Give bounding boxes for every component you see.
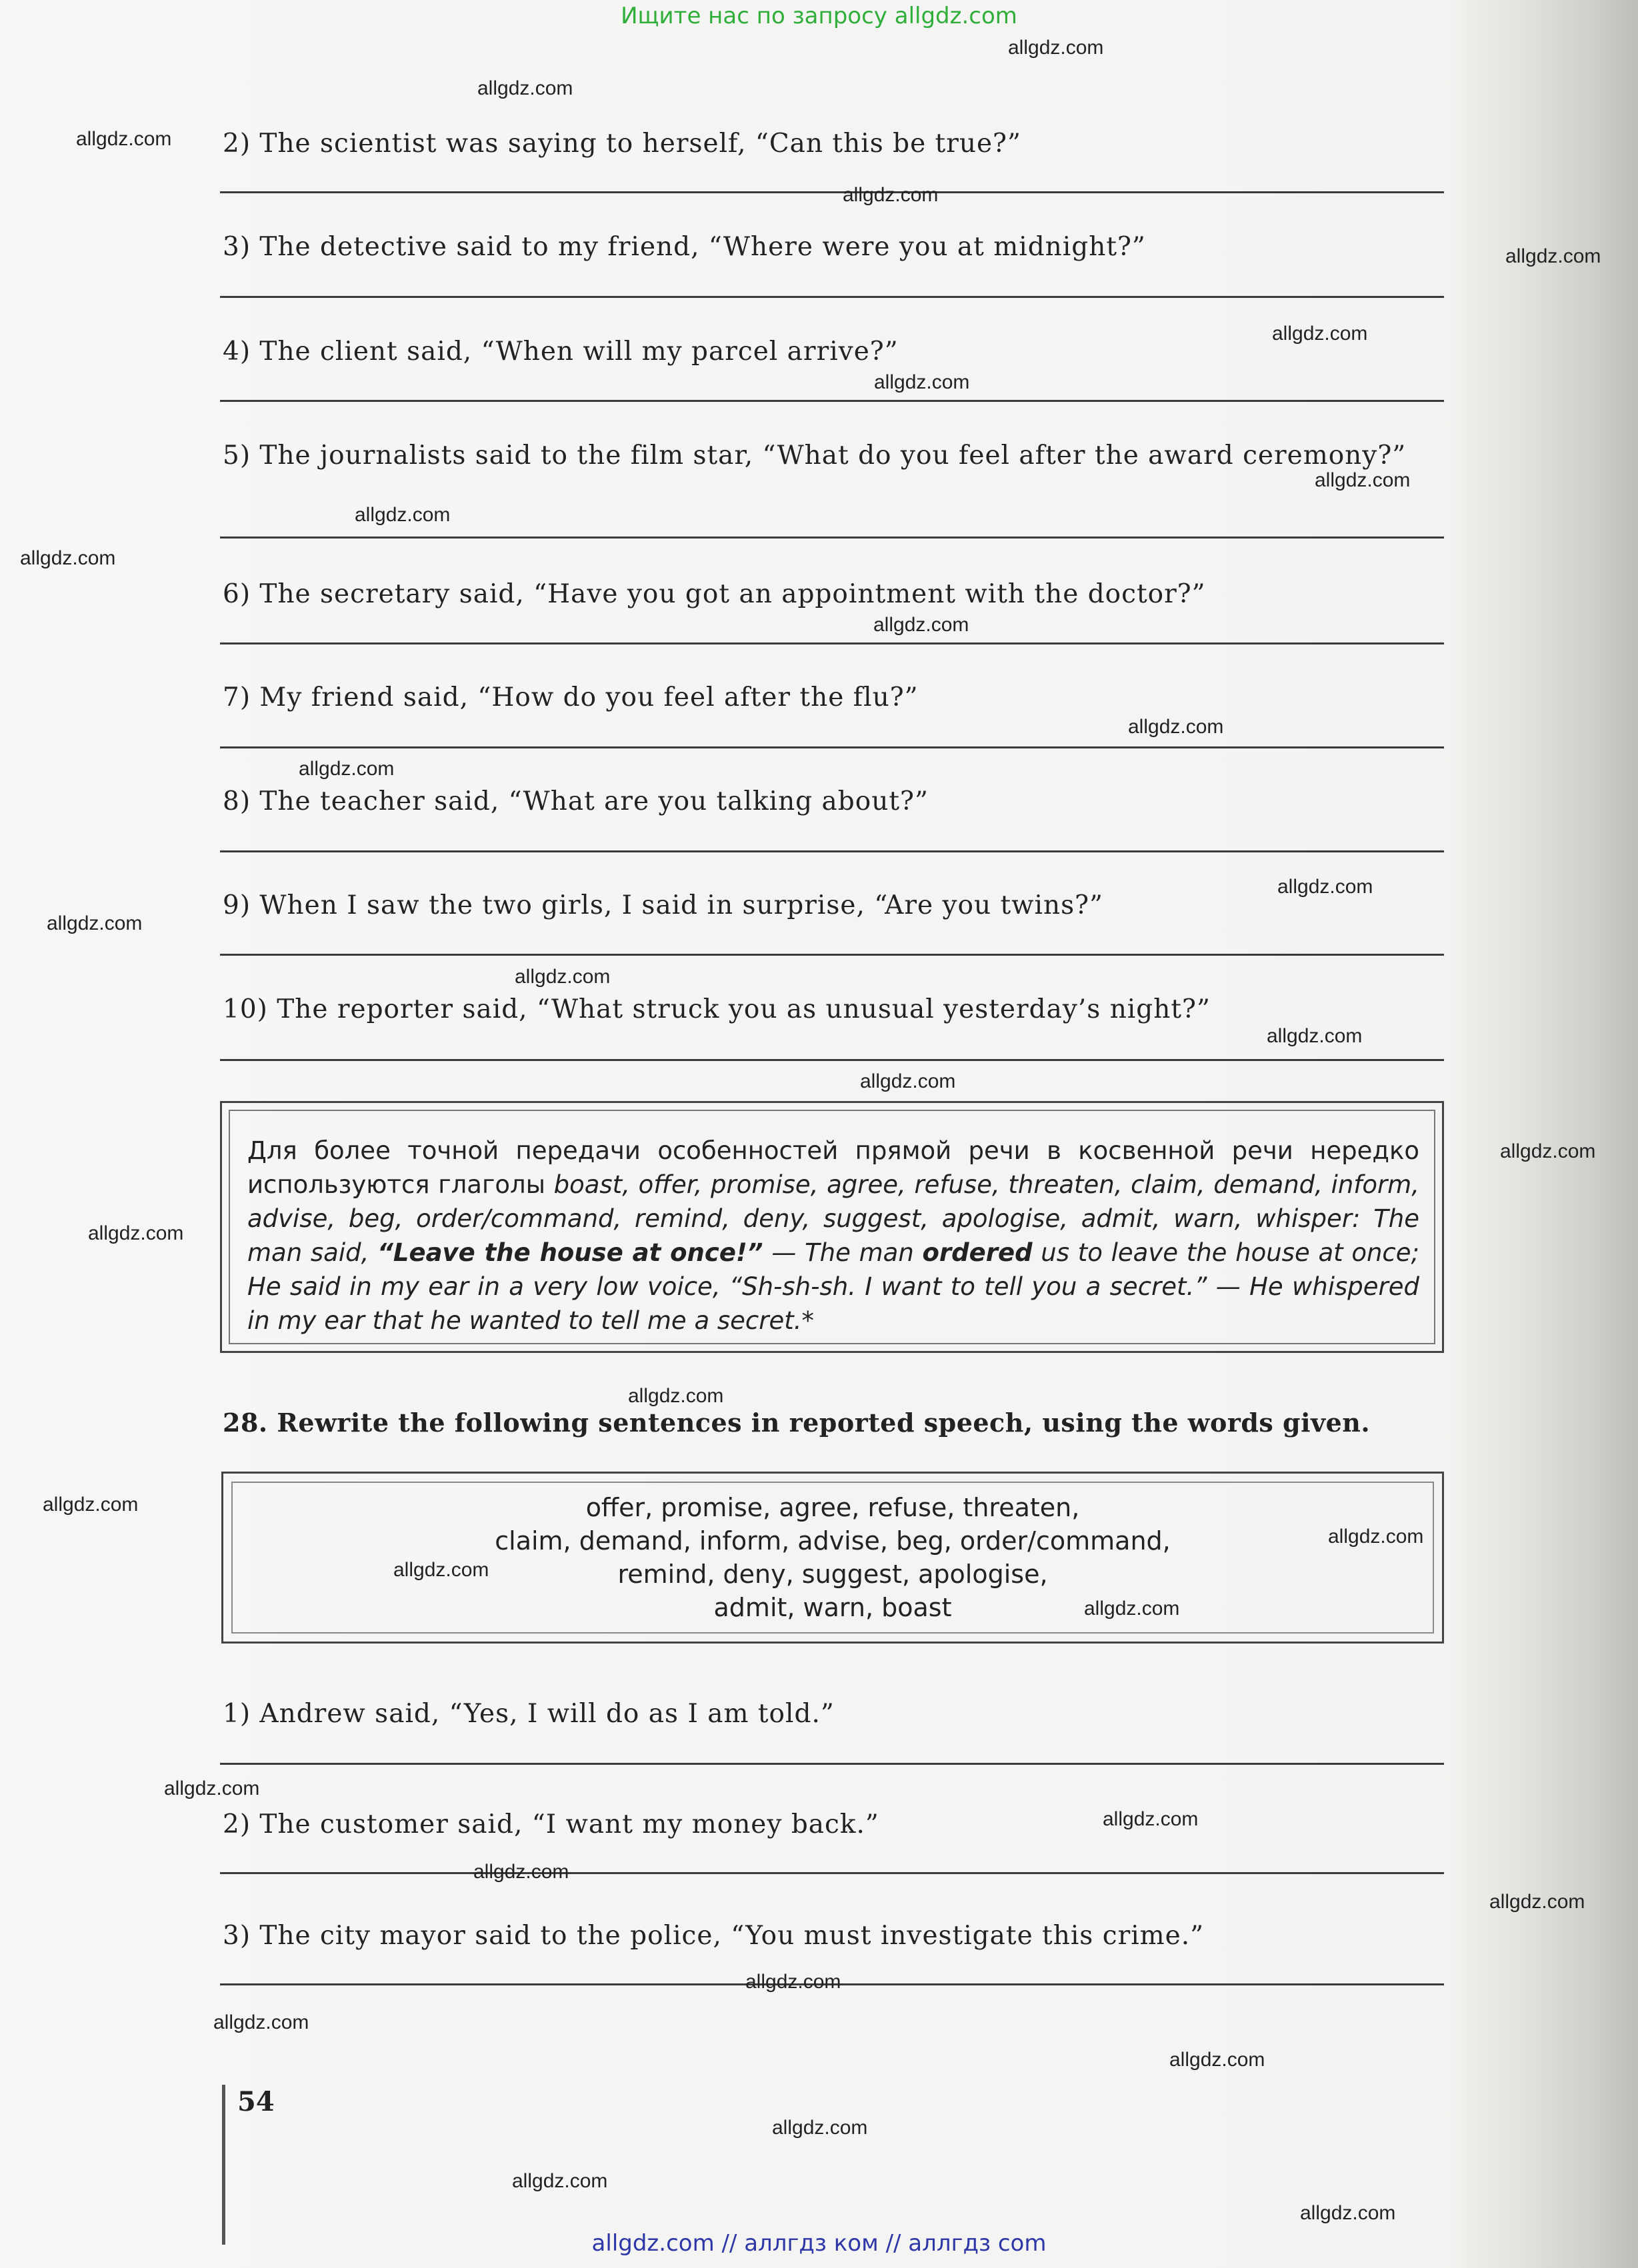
- task-item-2: [223, 1807, 1443, 1842]
- watermark: allgdz.com: [1008, 37, 1104, 59]
- question-text: 3) The detective said to my friend, “Where were you at midnight?”: [223, 232, 1146, 262]
- task-item-3: [223, 1919, 1443, 1953]
- word-bank-frame: [231, 1482, 1434, 1634]
- watermark: allgdz.com: [355, 504, 451, 526]
- answer-line[interactable]: [220, 642, 1444, 644]
- watermark: allgdz.com: [473, 1861, 569, 1883]
- watermark: allgdz.com: [1500, 1140, 1596, 1162]
- question-4: [223, 335, 1443, 369]
- question-6: [223, 577, 1443, 612]
- rule-example-quote: “Leave the house at once!”: [377, 1238, 763, 1267]
- watermark: allgdz.com: [1328, 1526, 1424, 1548]
- watermark: allgdz.com: [43, 1494, 139, 1516]
- watermark: allgdz.com: [628, 1385, 724, 1407]
- task-item-text: 1) Andrew said, “Yes, I will do as I am told.”: [223, 1699, 835, 1729]
- grammar-rule-text: [229, 1110, 1435, 1344]
- watermark: allgdz.com: [1084, 1598, 1180, 1620]
- word-bank-line: remind, deny, suggest, apologise,: [617, 1560, 1048, 1589]
- question-3: [223, 230, 1443, 265]
- answer-line[interactable]: [220, 746, 1444, 748]
- watermark: allgdz.com: [393, 1559, 489, 1581]
- question-text: 4) The client said, “When will my parcel arrive?”: [223, 337, 899, 367]
- word-bank-line: admit, warn, boast: [713, 1593, 952, 1622]
- rule-example-verb: ordered: [922, 1238, 1033, 1267]
- page-number-bar: [222, 2085, 225, 2245]
- watermark: allgdz.com: [1103, 1808, 1199, 1830]
- exercise-title: 28. Rewrite the following sentences in reported speech, using the words given.: [223, 1408, 1371, 1438]
- watermark: allgdz.com: [213, 2011, 309, 2033]
- task-item-text: 3) The city mayor said to the police, “You must investigate this crime.”: [223, 1921, 1205, 1951]
- watermark: allgdz.com: [1128, 716, 1224, 738]
- rule-intro: Для более точной передачи особенностей прямой речи в косвенной речи нередко используются глаголы: [247, 1136, 1419, 1199]
- watermark: allgdz.com: [1489, 1891, 1585, 1913]
- question-text: 8) The teacher said, “What are you talking about?”: [223, 786, 929, 816]
- answer-line[interactable]: [220, 537, 1444, 539]
- question-10: [223, 992, 1443, 1027]
- watermark: allgdz.com: [772, 2117, 868, 2139]
- page-number: 54: [237, 2086, 275, 2117]
- question-text: 10) The reporter said, “What struck you as unusual yesterday’s night?”: [223, 994, 1211, 1024]
- watermark: allgdz.com: [88, 1222, 184, 1244]
- task-item-text: 2) The customer said, “I want my money back.”: [223, 1809, 879, 1839]
- top-banner: Ищите нас по запросу allgdz.com: [621, 3, 1017, 29]
- answer-line[interactable]: [220, 1059, 1444, 1061]
- answer-line[interactable]: [220, 1763, 1444, 1765]
- grammar-rule-box: [220, 1101, 1444, 1353]
- rule-example-mid: — The man: [763, 1238, 923, 1267]
- answer-line[interactable]: [220, 191, 1444, 193]
- rule-verbs: boast, offer, promise, agree, refuse, threaten, claim, demand, inform, advise, beg, order/command, remind, deny, suggest, apologise, admit, warn, whisper: [247, 1170, 1419, 1233]
- rule-example-end: us to leave the house at once; He said in my ear in a very low voice, “Sh-sh-sh. I want to tell you a secret.” — He whispered in my ear that he wanted to tell me a secret.*: [247, 1238, 1420, 1335]
- word-bank-line: claim, demand, inform, advise, beg, order/command,: [495, 1526, 1171, 1556]
- watermark: allgdz.com: [76, 128, 172, 150]
- question-2: [223, 127, 1443, 161]
- word-bank-line: offer, promise, agree, refuse, threaten,: [585, 1493, 1080, 1522]
- question-7: [223, 680, 1443, 715]
- watermark: allgdz.com: [1272, 323, 1368, 345]
- watermark: allgdz.com: [512, 2170, 608, 2192]
- bottom-banner[interactable]: allgdz.com // аллгдз ком // аллгдз com: [591, 2230, 1047, 2257]
- watermark: allgdz.com: [1169, 2049, 1265, 2071]
- watermark: allgdz.com: [860, 1070, 956, 1092]
- watermark: allgdz.com: [843, 184, 939, 206]
- question-text: 5) The journalists said to the film star, “What do you feel after the award ceremony?”: [223, 441, 1407, 471]
- watermark: allgdz.com: [874, 371, 970, 393]
- watermark: allgdz.com: [1315, 469, 1411, 491]
- watermark: allgdz.com: [477, 77, 573, 99]
- question-text: 2) The scientist was saying to herself, “Can this be true?”: [223, 129, 1021, 159]
- question-text: 7) My friend said, “How do you feel after the flu?”: [223, 682, 919, 712]
- watermark: allgdz.com: [1267, 1025, 1363, 1047]
- question-8: [223, 784, 1443, 819]
- task-item-1: [223, 1697, 1443, 1731]
- answer-line[interactable]: [220, 296, 1444, 298]
- watermark: allgdz.com: [20, 547, 116, 569]
- watermark: allgdz.com: [164, 1777, 260, 1799]
- watermark: allgdz.com: [873, 614, 969, 636]
- answer-line[interactable]: [220, 850, 1444, 852]
- question-5: [223, 439, 1443, 473]
- question-text: 6) The secretary said, “Have you got an appointment with the doctor?”: [223, 579, 1206, 609]
- answer-line[interactable]: [220, 954, 1444, 956]
- question-text: 9) When I saw the two girls, I said in surprise, “Are you twins?”: [223, 890, 1103, 920]
- word-bank-box: [221, 1472, 1444, 1644]
- question-9: [223, 888, 1443, 923]
- answer-line[interactable]: [220, 1872, 1444, 1874]
- watermark: allgdz.com: [1505, 245, 1601, 267]
- watermark: allgdz.com: [1300, 2202, 1396, 2224]
- rule-example-start: : The man said,: [247, 1204, 1420, 1267]
- watermark: allgdz.com: [745, 1971, 841, 1993]
- watermark: allgdz.com: [299, 758, 395, 780]
- watermark: allgdz.com: [515, 966, 611, 988]
- watermark: allgdz.com: [1277, 876, 1373, 898]
- watermark: allgdz.com: [47, 912, 143, 934]
- answer-line[interactable]: [220, 400, 1444, 402]
